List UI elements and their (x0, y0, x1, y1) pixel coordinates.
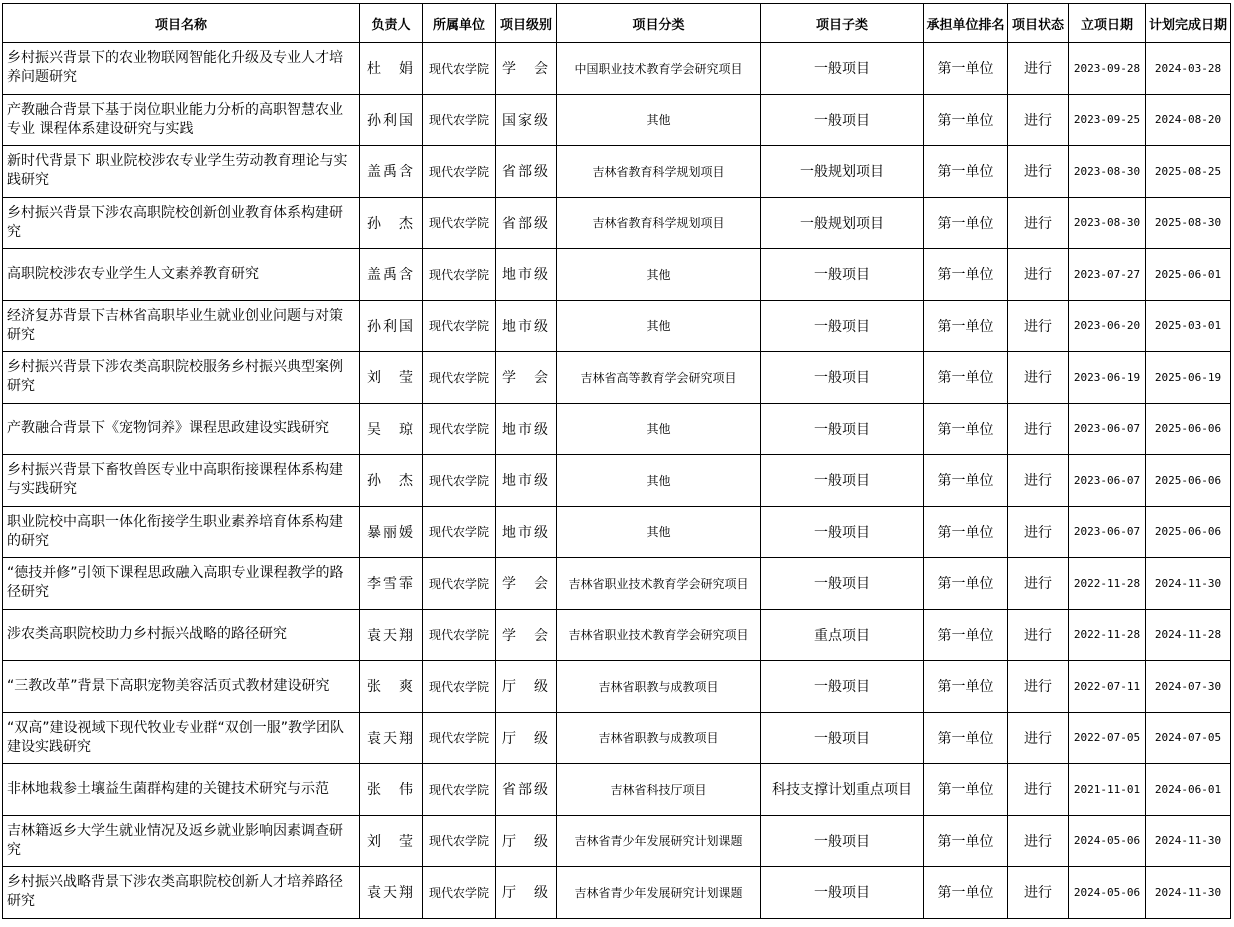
unit-cell: 现代农学院 (423, 661, 496, 713)
subcategory-cell: 一般项目 (761, 661, 924, 713)
project-name-cell: 乡村振兴背景下畜牧兽医专业中高职衔接课程体系构建与实践研究 (3, 455, 360, 507)
level-cell: 地市级 (496, 455, 557, 507)
level-cell: 省部级 (496, 146, 557, 198)
subcategory-cell: 重点项目 (761, 609, 924, 661)
level-cell: 厅 级 (496, 867, 557, 919)
rank-cell: 第一单位 (924, 506, 1008, 558)
person-cell: 暴丽媛 (360, 506, 423, 558)
rank-cell: 第一单位 (924, 197, 1008, 249)
person-cell: 袁天翔 (360, 712, 423, 764)
unit-cell: 现代农学院 (423, 300, 496, 352)
start-date-cell: 2024-05-06 (1069, 815, 1146, 867)
end-date-cell: 2025-08-25 (1146, 146, 1231, 198)
rank-cell: 第一单位 (924, 352, 1008, 404)
level-cell: 学 会 (496, 609, 557, 661)
rank-cell: 第一单位 (924, 300, 1008, 352)
table-row (3, 300, 1231, 352)
header-row (3, 4, 1231, 43)
table-row (3, 249, 1231, 301)
rank-cell: 第一单位 (924, 815, 1008, 867)
table-row (3, 455, 1231, 507)
project-name-cell: 乡村振兴背景下涉农类高职院校服务乡村振兴典型案例研究 (3, 352, 360, 404)
subcategory-cell: 一般项目 (761, 43, 924, 95)
start-date-cell: 2023-06-07 (1069, 403, 1146, 455)
subcategory-cell: 一般规划项目 (761, 146, 924, 198)
project-name-cell: 经济复苏背景下吉林省高职毕业生就业创业问题与对策研究 (3, 300, 360, 352)
status-cell: 进行 (1008, 43, 1069, 95)
subcategory-cell: 科技支撑计划重点项目 (761, 764, 924, 816)
rank-cell: 第一单位 (924, 146, 1008, 198)
start-date-cell: 2023-06-07 (1069, 455, 1146, 507)
header-person: 负责人 (360, 4, 423, 43)
subcategory-cell: 一般项目 (761, 352, 924, 404)
category-cell: 其他 (557, 455, 761, 507)
rank-cell: 第一单位 (924, 867, 1008, 919)
rank-cell: 第一单位 (924, 249, 1008, 301)
start-date-cell: 2023-06-19 (1069, 352, 1146, 404)
start-date-cell: 2023-09-25 (1069, 94, 1146, 146)
subcategory-cell: 一般项目 (761, 867, 924, 919)
project-name-cell: 吉林籍返乡大学生就业情况及返乡就业影响因素调查研究 (3, 815, 360, 867)
end-date-cell: 2024-07-30 (1146, 661, 1231, 713)
table-row (3, 712, 1231, 764)
project-name-cell: “三教改革”背景下高职宠物美容活页式教材建设研究 (3, 661, 360, 713)
subcategory-cell: 一般项目 (761, 558, 924, 610)
category-cell: 其他 (557, 300, 761, 352)
table-row (3, 815, 1231, 867)
start-date-cell: 2023-06-07 (1069, 506, 1146, 558)
table-row (3, 609, 1231, 661)
unit-cell: 现代农学院 (423, 352, 496, 404)
table-row (3, 867, 1231, 919)
status-cell: 进行 (1008, 94, 1069, 146)
subcategory-cell: 一般项目 (761, 403, 924, 455)
category-cell: 吉林省职业技术教育学会研究项目 (557, 609, 761, 661)
status-cell: 进行 (1008, 764, 1069, 816)
unit-cell: 现代农学院 (423, 197, 496, 249)
project-name-cell: 涉农类高职院校助力乡村振兴战略的路径研究 (3, 609, 360, 661)
end-date-cell: 2025-08-30 (1146, 197, 1231, 249)
level-cell: 省部级 (496, 197, 557, 249)
project-name-cell: 非林地栽参土壤益生菌群构建的关键技术研究与示范 (3, 764, 360, 816)
status-cell: 进行 (1008, 712, 1069, 764)
category-cell: 吉林省教育科学规划项目 (557, 197, 761, 249)
person-cell: 李雪霏 (360, 558, 423, 610)
unit-cell: 现代农学院 (423, 249, 496, 301)
rank-cell: 第一单位 (924, 712, 1008, 764)
subcategory-cell: 一般项目 (761, 455, 924, 507)
table-body (3, 43, 1231, 919)
unit-cell: 现代农学院 (423, 94, 496, 146)
end-date-cell: 2025-06-19 (1146, 352, 1231, 404)
project-name-cell: 职业院校中高职一体化衔接学生职业素养培育体系构建的研究 (3, 506, 360, 558)
person-cell: 盖禹含 (360, 146, 423, 198)
table-row (3, 661, 1231, 713)
rank-cell: 第一单位 (924, 558, 1008, 610)
project-name-cell: 乡村振兴战略背景下涉农类高职院校创新人才培养路径研究 (3, 867, 360, 919)
header-status: 项目状态 (1008, 4, 1069, 43)
category-cell: 吉林省青少年发展研究计划课题 (557, 867, 761, 919)
header-end-date: 计划完成日期 (1146, 4, 1231, 43)
person-cell: 袁天翔 (360, 867, 423, 919)
level-cell: 省部级 (496, 764, 557, 816)
unit-cell: 现代农学院 (423, 455, 496, 507)
project-name-cell: “德技并修”引领下课程思政融入高职专业课程教学的路径研究 (3, 558, 360, 610)
table-row (3, 146, 1231, 198)
status-cell: 进行 (1008, 352, 1069, 404)
status-cell: 进行 (1008, 300, 1069, 352)
start-date-cell: 2023-09-28 (1069, 43, 1146, 95)
project-name-cell: “双高”建设视域下现代牧业专业群“双创一服”教学团队建设实践研究 (3, 712, 360, 764)
project-name-cell: 产教融合背景下《宠物饲养》课程思政建设实践研究 (3, 403, 360, 455)
project-table (2, 3, 1231, 919)
end-date-cell: 2024-08-20 (1146, 94, 1231, 146)
header-category: 项目分类 (557, 4, 761, 43)
unit-cell: 现代农学院 (423, 43, 496, 95)
unit-cell: 现代农学院 (423, 558, 496, 610)
start-date-cell: 2022-07-11 (1069, 661, 1146, 713)
status-cell: 进行 (1008, 815, 1069, 867)
level-cell: 厅 级 (496, 815, 557, 867)
end-date-cell: 2024-11-30 (1146, 867, 1231, 919)
person-cell: 孙 杰 (360, 197, 423, 249)
category-cell: 其他 (557, 506, 761, 558)
category-cell: 吉林省职教与成教项目 (557, 661, 761, 713)
start-date-cell: 2023-08-30 (1069, 146, 1146, 198)
start-date-cell: 2022-11-28 (1069, 558, 1146, 610)
category-cell: 吉林省职业技术教育学会研究项目 (557, 558, 761, 610)
start-date-cell: 2024-05-06 (1069, 867, 1146, 919)
rank-cell: 第一单位 (924, 455, 1008, 507)
unit-cell: 现代农学院 (423, 712, 496, 764)
person-cell: 刘 莹 (360, 815, 423, 867)
status-cell: 进行 (1008, 867, 1069, 919)
header-start-date: 立项日期 (1069, 4, 1146, 43)
rank-cell: 第一单位 (924, 94, 1008, 146)
end-date-cell: 2024-11-30 (1146, 558, 1231, 610)
subcategory-cell: 一般项目 (761, 712, 924, 764)
table-row (3, 197, 1231, 249)
person-cell: 吴 琼 (360, 403, 423, 455)
category-cell: 吉林省科技厅项目 (557, 764, 761, 816)
status-cell: 进行 (1008, 146, 1069, 198)
category-cell: 其他 (557, 249, 761, 301)
end-date-cell: 2025-06-06 (1146, 455, 1231, 507)
person-cell: 张 爽 (360, 661, 423, 713)
unit-cell: 现代农学院 (423, 867, 496, 919)
category-cell: 中国职业技术教育学会研究项目 (557, 43, 761, 95)
status-cell: 进行 (1008, 455, 1069, 507)
table-row (3, 403, 1231, 455)
unit-cell: 现代农学院 (423, 403, 496, 455)
rank-cell: 第一单位 (924, 609, 1008, 661)
status-cell: 进行 (1008, 249, 1069, 301)
rank-cell: 第一单位 (924, 43, 1008, 95)
start-date-cell: 2022-07-05 (1069, 712, 1146, 764)
level-cell: 学 会 (496, 43, 557, 95)
table-row (3, 506, 1231, 558)
category-cell: 其他 (557, 403, 761, 455)
end-date-cell: 2025-06-01 (1146, 249, 1231, 301)
person-cell: 刘 莹 (360, 352, 423, 404)
start-date-cell: 2023-07-27 (1069, 249, 1146, 301)
subcategory-cell: 一般规划项目 (761, 197, 924, 249)
subcategory-cell: 一般项目 (761, 506, 924, 558)
unit-cell: 现代农学院 (423, 815, 496, 867)
end-date-cell: 2024-11-30 (1146, 815, 1231, 867)
end-date-cell: 2024-07-05 (1146, 712, 1231, 764)
subcategory-cell: 一般项目 (761, 815, 924, 867)
person-cell: 孙利国 (360, 94, 423, 146)
rank-cell: 第一单位 (924, 661, 1008, 713)
project-name-cell: 乡村振兴背景下涉农高职院校创新创业教育体系构建研究 (3, 197, 360, 249)
level-cell: 厅 级 (496, 712, 557, 764)
person-cell: 杜 娟 (360, 43, 423, 95)
status-cell: 进行 (1008, 558, 1069, 610)
table-row (3, 94, 1231, 146)
category-cell: 吉林省高等教育学会研究项目 (557, 352, 761, 404)
start-date-cell: 2022-11-28 (1069, 609, 1146, 661)
person-cell: 张 伟 (360, 764, 423, 816)
rank-cell: 第一单位 (924, 764, 1008, 816)
end-date-cell: 2025-03-01 (1146, 300, 1231, 352)
level-cell: 学 会 (496, 558, 557, 610)
end-date-cell: 2024-03-28 (1146, 43, 1231, 95)
header-project-name: 项目名称 (3, 4, 360, 43)
table-row (3, 43, 1231, 95)
unit-cell: 现代农学院 (423, 764, 496, 816)
status-cell: 进行 (1008, 506, 1069, 558)
level-cell: 厅 级 (496, 661, 557, 713)
end-date-cell: 2024-11-28 (1146, 609, 1231, 661)
subcategory-cell: 一般项目 (761, 94, 924, 146)
table-row (3, 352, 1231, 404)
person-cell: 盖禹含 (360, 249, 423, 301)
status-cell: 进行 (1008, 403, 1069, 455)
person-cell: 孙利国 (360, 300, 423, 352)
category-cell: 吉林省教育科学规划项目 (557, 146, 761, 198)
header-subcategory: 项目子类 (761, 4, 924, 43)
start-date-cell: 2023-06-20 (1069, 300, 1146, 352)
table-row (3, 764, 1231, 816)
project-name-cell: 产教融合背景下基于岗位职业能力分析的高职智慧农业专业 课程体系建设研究与实践 (3, 94, 360, 146)
level-cell: 地市级 (496, 249, 557, 301)
end-date-cell: 2025-06-06 (1146, 506, 1231, 558)
table-row (3, 558, 1231, 610)
project-name-cell: 高职院校涉农专业学生人文素养教育研究 (3, 249, 360, 301)
category-cell: 吉林省青少年发展研究计划课题 (557, 815, 761, 867)
status-cell: 进行 (1008, 609, 1069, 661)
level-cell: 国家级 (496, 94, 557, 146)
start-date-cell: 2023-08-30 (1069, 197, 1146, 249)
person-cell: 孙 杰 (360, 455, 423, 507)
start-date-cell: 2021-11-01 (1069, 764, 1146, 816)
status-cell: 进行 (1008, 197, 1069, 249)
unit-cell: 现代农学院 (423, 506, 496, 558)
subcategory-cell: 一般项目 (761, 249, 924, 301)
category-cell: 其他 (557, 94, 761, 146)
header-unit: 所属单位 (423, 4, 496, 43)
person-cell: 袁天翔 (360, 609, 423, 661)
unit-cell: 现代农学院 (423, 609, 496, 661)
level-cell: 学 会 (496, 352, 557, 404)
header-rank: 承担单位排名 (924, 4, 1008, 43)
end-date-cell: 2025-06-06 (1146, 403, 1231, 455)
project-name-cell: 新时代背景下 职业院校涉农专业学生劳动教育理论与实践研究 (3, 146, 360, 198)
project-name-cell: 乡村振兴背景下的农业物联网智能化升级及专业人才培养问题研究 (3, 43, 360, 95)
category-cell: 吉林省职教与成教项目 (557, 712, 761, 764)
header-level: 项目级别 (496, 4, 557, 43)
rank-cell: 第一单位 (924, 403, 1008, 455)
subcategory-cell: 一般项目 (761, 300, 924, 352)
level-cell: 地市级 (496, 403, 557, 455)
unit-cell: 现代农学院 (423, 146, 496, 198)
level-cell: 地市级 (496, 506, 557, 558)
level-cell: 地市级 (496, 300, 557, 352)
end-date-cell: 2024-06-01 (1146, 764, 1231, 816)
status-cell: 进行 (1008, 661, 1069, 713)
